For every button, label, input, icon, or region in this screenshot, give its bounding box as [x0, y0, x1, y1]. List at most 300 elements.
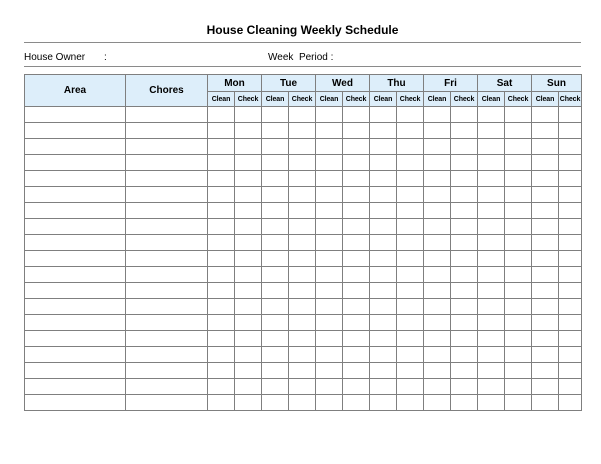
check-cell[interactable] — [235, 315, 262, 331]
clean-cell[interactable] — [424, 315, 451, 331]
clean-cell[interactable] — [316, 347, 343, 363]
clean-cell[interactable] — [370, 171, 397, 187]
check-cell[interactable] — [559, 235, 582, 251]
clean-cell[interactable] — [370, 363, 397, 379]
clean-cell[interactable] — [478, 171, 505, 187]
chores-cell[interactable] — [126, 139, 208, 155]
check-cell[interactable] — [343, 219, 370, 235]
check-cell[interactable] — [343, 235, 370, 251]
clean-cell[interactable] — [532, 235, 559, 251]
check-cell[interactable] — [343, 395, 370, 411]
check-cell[interactable] — [505, 155, 532, 171]
chores-cell[interactable] — [126, 187, 208, 203]
check-cell[interactable] — [235, 123, 262, 139]
check-cell[interactable] — [451, 347, 478, 363]
clean-cell[interactable] — [208, 107, 235, 123]
check-cell[interactable] — [559, 187, 582, 203]
check-cell[interactable] — [235, 139, 262, 155]
check-cell[interactable] — [235, 155, 262, 171]
clean-cell[interactable] — [532, 107, 559, 123]
check-cell[interactable] — [397, 347, 424, 363]
clean-cell[interactable] — [370, 235, 397, 251]
clean-cell[interactable] — [262, 107, 289, 123]
clean-cell[interactable] — [424, 299, 451, 315]
clean-cell[interactable] — [370, 379, 397, 395]
check-cell[interactable] — [451, 235, 478, 251]
check-cell[interactable] — [289, 171, 316, 187]
check-cell[interactable] — [451, 251, 478, 267]
check-cell[interactable] — [289, 283, 316, 299]
clean-cell[interactable] — [478, 123, 505, 139]
clean-cell[interactable] — [208, 331, 235, 347]
area-cell[interactable] — [25, 331, 126, 347]
check-cell[interactable] — [559, 299, 582, 315]
clean-cell[interactable] — [316, 363, 343, 379]
check-cell[interactable] — [343, 107, 370, 123]
clean-cell[interactable] — [316, 203, 343, 219]
clean-cell[interactable] — [424, 331, 451, 347]
clean-cell[interactable] — [532, 219, 559, 235]
chores-cell[interactable] — [126, 107, 208, 123]
check-cell[interactable] — [505, 363, 532, 379]
check-cell[interactable] — [289, 379, 316, 395]
clean-cell[interactable] — [208, 203, 235, 219]
clean-cell[interactable] — [424, 155, 451, 171]
check-cell[interactable] — [289, 139, 316, 155]
area-cell[interactable] — [25, 123, 126, 139]
check-cell[interactable] — [505, 283, 532, 299]
clean-cell[interactable] — [262, 395, 289, 411]
area-cell[interactable] — [25, 315, 126, 331]
check-cell[interactable] — [559, 315, 582, 331]
clean-cell[interactable] — [316, 251, 343, 267]
clean-cell[interactable] — [370, 347, 397, 363]
chores-cell[interactable] — [126, 267, 208, 283]
clean-cell[interactable] — [262, 123, 289, 139]
clean-cell[interactable] — [262, 331, 289, 347]
chores-cell[interactable] — [126, 235, 208, 251]
clean-cell[interactable] — [208, 283, 235, 299]
check-cell[interactable] — [397, 203, 424, 219]
clean-cell[interactable] — [478, 299, 505, 315]
clean-cell[interactable] — [262, 379, 289, 395]
clean-cell[interactable] — [478, 251, 505, 267]
clean-cell[interactable] — [478, 395, 505, 411]
clean-cell[interactable] — [208, 171, 235, 187]
clean-cell[interactable] — [424, 219, 451, 235]
clean-cell[interactable] — [424, 251, 451, 267]
clean-cell[interactable] — [370, 315, 397, 331]
clean-cell[interactable] — [478, 203, 505, 219]
chores-cell[interactable] — [126, 331, 208, 347]
clean-cell[interactable] — [424, 187, 451, 203]
chores-cell[interactable] — [126, 395, 208, 411]
clean-cell[interactable] — [208, 299, 235, 315]
clean-cell[interactable] — [316, 331, 343, 347]
check-cell[interactable] — [397, 155, 424, 171]
clean-cell[interactable] — [262, 315, 289, 331]
check-cell[interactable] — [559, 331, 582, 347]
check-cell[interactable] — [289, 315, 316, 331]
clean-cell[interactable] — [478, 283, 505, 299]
clean-cell[interactable] — [532, 251, 559, 267]
clean-cell[interactable] — [370, 187, 397, 203]
clean-cell[interactable] — [262, 267, 289, 283]
area-cell[interactable] — [25, 219, 126, 235]
clean-cell[interactable] — [532, 379, 559, 395]
check-cell[interactable] — [289, 107, 316, 123]
check-cell[interactable] — [397, 379, 424, 395]
check-cell[interactable] — [505, 107, 532, 123]
chores-cell[interactable] — [126, 299, 208, 315]
area-cell[interactable] — [25, 235, 126, 251]
check-cell[interactable] — [289, 251, 316, 267]
clean-cell[interactable] — [478, 107, 505, 123]
clean-cell[interactable] — [370, 123, 397, 139]
clean-cell[interactable] — [316, 267, 343, 283]
check-cell[interactable] — [235, 235, 262, 251]
area-cell[interactable] — [25, 267, 126, 283]
clean-cell[interactable] — [262, 171, 289, 187]
check-cell[interactable] — [397, 107, 424, 123]
check-cell[interactable] — [343, 315, 370, 331]
clean-cell[interactable] — [262, 363, 289, 379]
check-cell[interactable] — [559, 107, 582, 123]
clean-cell[interactable] — [478, 219, 505, 235]
clean-cell[interactable] — [424, 283, 451, 299]
clean-cell[interactable] — [208, 315, 235, 331]
area-cell[interactable] — [25, 347, 126, 363]
area-cell[interactable] — [25, 379, 126, 395]
check-cell[interactable] — [343, 347, 370, 363]
check-cell[interactable] — [343, 155, 370, 171]
check-cell[interactable] — [397, 187, 424, 203]
check-cell[interactable] — [559, 283, 582, 299]
area-cell[interactable] — [25, 171, 126, 187]
check-cell[interactable] — [505, 267, 532, 283]
clean-cell[interactable] — [424, 171, 451, 187]
clean-cell[interactable] — [424, 363, 451, 379]
clean-cell[interactable] — [208, 219, 235, 235]
check-cell[interactable] — [505, 235, 532, 251]
clean-cell[interactable] — [532, 171, 559, 187]
clean-cell[interactable] — [370, 203, 397, 219]
clean-cell[interactable] — [478, 379, 505, 395]
area-cell[interactable] — [25, 139, 126, 155]
clean-cell[interactable] — [532, 267, 559, 283]
check-cell[interactable] — [505, 347, 532, 363]
area-cell[interactable] — [25, 299, 126, 315]
check-cell[interactable] — [505, 379, 532, 395]
check-cell[interactable] — [289, 347, 316, 363]
clean-cell[interactable] — [532, 187, 559, 203]
check-cell[interactable] — [505, 139, 532, 155]
check-cell[interactable] — [397, 139, 424, 155]
clean-cell[interactable] — [208, 251, 235, 267]
check-cell[interactable] — [397, 395, 424, 411]
check-cell[interactable] — [505, 203, 532, 219]
check-cell[interactable] — [451, 299, 478, 315]
check-cell[interactable] — [559, 155, 582, 171]
clean-cell[interactable] — [262, 203, 289, 219]
clean-cell[interactable] — [478, 347, 505, 363]
check-cell[interactable] — [343, 123, 370, 139]
check-cell[interactable] — [451, 267, 478, 283]
clean-cell[interactable] — [424, 139, 451, 155]
clean-cell[interactable] — [262, 347, 289, 363]
check-cell[interactable] — [289, 203, 316, 219]
clean-cell[interactable] — [532, 299, 559, 315]
check-cell[interactable] — [559, 395, 582, 411]
check-cell[interactable] — [343, 299, 370, 315]
clean-cell[interactable] — [262, 139, 289, 155]
clean-cell[interactable] — [370, 107, 397, 123]
clean-cell[interactable] — [532, 331, 559, 347]
clean-cell[interactable] — [208, 347, 235, 363]
clean-cell[interactable] — [478, 363, 505, 379]
chores-cell[interactable] — [126, 123, 208, 139]
check-cell[interactable] — [451, 219, 478, 235]
clean-cell[interactable] — [208, 379, 235, 395]
clean-cell[interactable] — [208, 139, 235, 155]
clean-cell[interactable] — [532, 123, 559, 139]
chores-cell[interactable] — [126, 283, 208, 299]
check-cell[interactable] — [451, 123, 478, 139]
check-cell[interactable] — [559, 139, 582, 155]
chores-cell[interactable] — [126, 363, 208, 379]
clean-cell[interactable] — [262, 299, 289, 315]
check-cell[interactable] — [289, 299, 316, 315]
check-cell[interactable] — [343, 379, 370, 395]
area-cell[interactable] — [25, 251, 126, 267]
clean-cell[interactable] — [208, 395, 235, 411]
chores-cell[interactable] — [126, 347, 208, 363]
check-cell[interactable] — [289, 219, 316, 235]
check-cell[interactable] — [235, 203, 262, 219]
check-cell[interactable] — [397, 123, 424, 139]
clean-cell[interactable] — [316, 379, 343, 395]
check-cell[interactable] — [235, 331, 262, 347]
check-cell[interactable] — [235, 379, 262, 395]
chores-cell[interactable] — [126, 171, 208, 187]
clean-cell[interactable] — [370, 155, 397, 171]
clean-cell[interactable] — [208, 363, 235, 379]
check-cell[interactable] — [343, 139, 370, 155]
clean-cell[interactable] — [370, 219, 397, 235]
check-cell[interactable] — [397, 171, 424, 187]
clean-cell[interactable] — [424, 395, 451, 411]
chores-cell[interactable] — [126, 379, 208, 395]
check-cell[interactable] — [289, 235, 316, 251]
check-cell[interactable] — [559, 219, 582, 235]
clean-cell[interactable] — [478, 315, 505, 331]
check-cell[interactable] — [451, 139, 478, 155]
check-cell[interactable] — [559, 251, 582, 267]
check-cell[interactable] — [343, 171, 370, 187]
check-cell[interactable] — [505, 395, 532, 411]
check-cell[interactable] — [559, 379, 582, 395]
clean-cell[interactable] — [208, 267, 235, 283]
check-cell[interactable] — [235, 187, 262, 203]
check-cell[interactable] — [559, 347, 582, 363]
clean-cell[interactable] — [316, 139, 343, 155]
check-cell[interactable] — [505, 331, 532, 347]
area-cell[interactable] — [25, 155, 126, 171]
area-cell[interactable] — [25, 283, 126, 299]
clean-cell[interactable] — [532, 139, 559, 155]
check-cell[interactable] — [451, 379, 478, 395]
check-cell[interactable] — [289, 123, 316, 139]
clean-cell[interactable] — [424, 123, 451, 139]
check-cell[interactable] — [289, 187, 316, 203]
check-cell[interactable] — [235, 219, 262, 235]
chores-cell[interactable] — [126, 315, 208, 331]
clean-cell[interactable] — [316, 107, 343, 123]
clean-cell[interactable] — [370, 283, 397, 299]
check-cell[interactable] — [235, 107, 262, 123]
check-cell[interactable] — [343, 331, 370, 347]
check-cell[interactable] — [289, 331, 316, 347]
check-cell[interactable] — [235, 395, 262, 411]
check-cell[interactable] — [397, 251, 424, 267]
clean-cell[interactable] — [262, 187, 289, 203]
area-cell[interactable] — [25, 395, 126, 411]
check-cell[interactable] — [397, 235, 424, 251]
chores-cell[interactable] — [126, 219, 208, 235]
clean-cell[interactable] — [370, 299, 397, 315]
area-cell[interactable] — [25, 187, 126, 203]
check-cell[interactable] — [235, 363, 262, 379]
area-cell[interactable] — [25, 203, 126, 219]
clean-cell[interactable] — [424, 267, 451, 283]
clean-cell[interactable] — [316, 315, 343, 331]
check-cell[interactable] — [289, 155, 316, 171]
clean-cell[interactable] — [316, 219, 343, 235]
clean-cell[interactable] — [370, 251, 397, 267]
clean-cell[interactable] — [208, 187, 235, 203]
clean-cell[interactable] — [532, 363, 559, 379]
check-cell[interactable] — [397, 267, 424, 283]
clean-cell[interactable] — [208, 123, 235, 139]
clean-cell[interactable] — [316, 155, 343, 171]
clean-cell[interactable] — [424, 379, 451, 395]
check-cell[interactable] — [451, 315, 478, 331]
chores-cell[interactable] — [126, 203, 208, 219]
clean-cell[interactable] — [316, 123, 343, 139]
clean-cell[interactable] — [532, 395, 559, 411]
clean-cell[interactable] — [532, 315, 559, 331]
clean-cell[interactable] — [532, 203, 559, 219]
check-cell[interactable] — [343, 251, 370, 267]
clean-cell[interactable] — [262, 251, 289, 267]
clean-cell[interactable] — [424, 235, 451, 251]
clean-cell[interactable] — [478, 187, 505, 203]
check-cell[interactable] — [235, 251, 262, 267]
clean-cell[interactable] — [316, 299, 343, 315]
check-cell[interactable] — [451, 171, 478, 187]
area-cell[interactable] — [25, 363, 126, 379]
check-cell[interactable] — [343, 267, 370, 283]
chores-cell[interactable] — [126, 251, 208, 267]
check-cell[interactable] — [235, 171, 262, 187]
clean-cell[interactable] — [532, 347, 559, 363]
clean-cell[interactable] — [370, 331, 397, 347]
check-cell[interactable] — [505, 251, 532, 267]
clean-cell[interactable] — [208, 235, 235, 251]
chores-cell[interactable] — [126, 155, 208, 171]
check-cell[interactable] — [451, 283, 478, 299]
clean-cell[interactable] — [316, 171, 343, 187]
check-cell[interactable] — [289, 363, 316, 379]
check-cell[interactable] — [343, 283, 370, 299]
check-cell[interactable] — [235, 283, 262, 299]
clean-cell[interactable] — [316, 235, 343, 251]
check-cell[interactable] — [451, 363, 478, 379]
clean-cell[interactable] — [262, 219, 289, 235]
clean-cell[interactable] — [478, 331, 505, 347]
check-cell[interactable] — [235, 267, 262, 283]
check-cell[interactable] — [343, 203, 370, 219]
check-cell[interactable] — [451, 331, 478, 347]
check-cell[interactable] — [397, 283, 424, 299]
clean-cell[interactable] — [316, 395, 343, 411]
clean-cell[interactable] — [478, 139, 505, 155]
clean-cell[interactable] — [370, 395, 397, 411]
check-cell[interactable] — [505, 315, 532, 331]
check-cell[interactable] — [451, 107, 478, 123]
clean-cell[interactable] — [478, 235, 505, 251]
area-cell[interactable] — [25, 107, 126, 123]
clean-cell[interactable] — [262, 283, 289, 299]
check-cell[interactable] — [397, 219, 424, 235]
clean-cell[interactable] — [316, 283, 343, 299]
clean-cell[interactable] — [370, 267, 397, 283]
check-cell[interactable] — [235, 299, 262, 315]
clean-cell[interactable] — [424, 347, 451, 363]
clean-cell[interactable] — [262, 155, 289, 171]
check-cell[interactable] — [343, 187, 370, 203]
clean-cell[interactable] — [316, 187, 343, 203]
clean-cell[interactable] — [208, 155, 235, 171]
check-cell[interactable] — [559, 123, 582, 139]
check-cell[interactable] — [505, 219, 532, 235]
check-cell[interactable] — [451, 203, 478, 219]
check-cell[interactable] — [559, 363, 582, 379]
clean-cell[interactable] — [478, 267, 505, 283]
check-cell[interactable] — [397, 331, 424, 347]
check-cell[interactable] — [451, 395, 478, 411]
check-cell[interactable] — [289, 267, 316, 283]
check-cell[interactable] — [451, 155, 478, 171]
check-cell[interactable] — [397, 363, 424, 379]
clean-cell[interactable] — [262, 235, 289, 251]
clean-cell[interactable] — [424, 107, 451, 123]
check-cell[interactable] — [505, 299, 532, 315]
check-cell[interactable] — [451, 187, 478, 203]
check-cell[interactable] — [397, 299, 424, 315]
check-cell[interactable] — [397, 315, 424, 331]
check-cell[interactable] — [343, 363, 370, 379]
check-cell[interactable] — [289, 395, 316, 411]
clean-cell[interactable] — [532, 155, 559, 171]
check-cell[interactable] — [559, 267, 582, 283]
check-cell[interactable] — [505, 171, 532, 187]
check-cell[interactable] — [559, 171, 582, 187]
check-cell[interactable] — [235, 347, 262, 363]
clean-cell[interactable] — [424, 203, 451, 219]
clean-cell[interactable] — [478, 155, 505, 171]
check-cell[interactable] — [559, 203, 582, 219]
